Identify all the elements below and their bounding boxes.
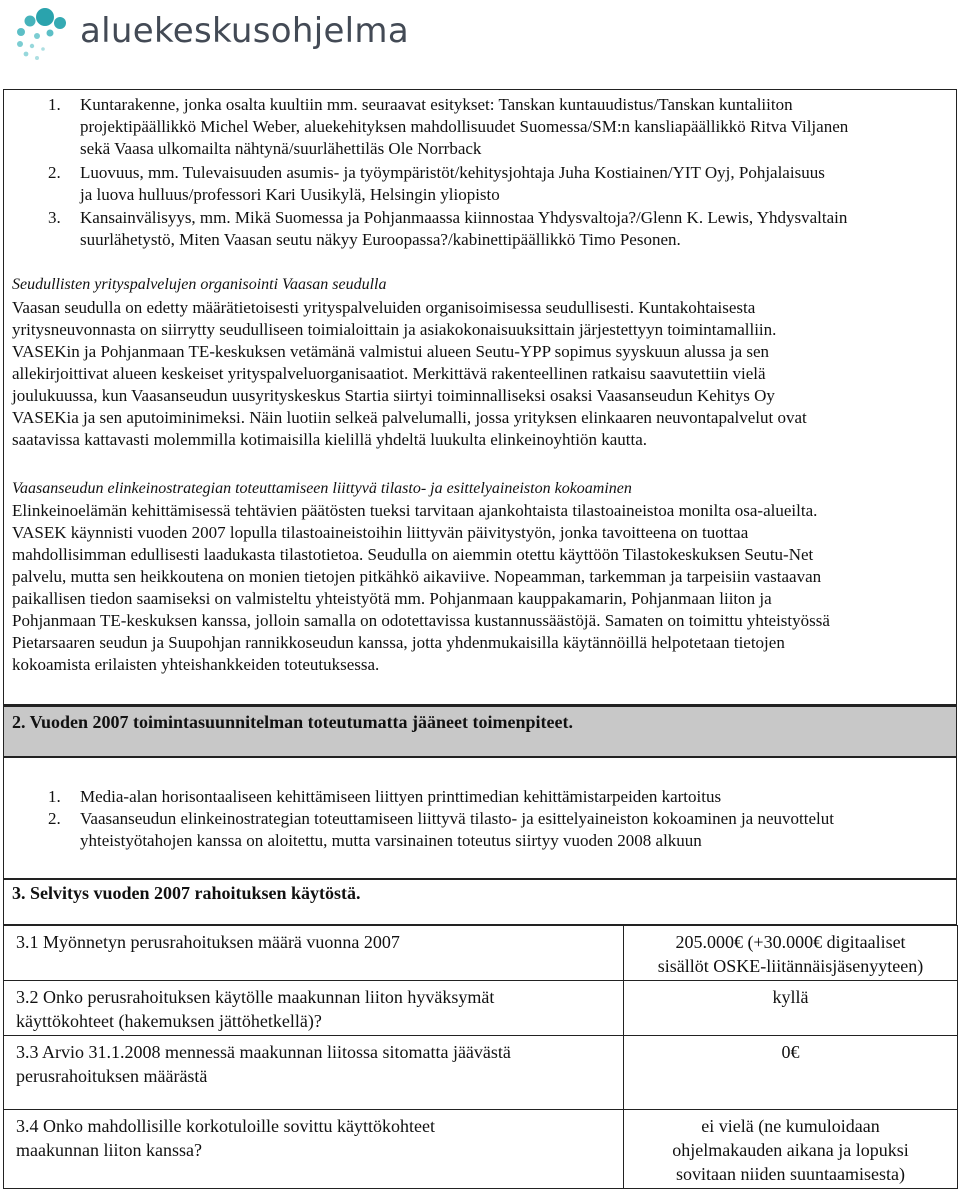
paragraph-yrityspalvelut: Vaasan seudulla on edetty määrätietoisesti yrityspalveluiden organisoimisessa seudullisesti. Kuntakohtaisesta yritysneuvonnasta on siirrytty seudulliseen toimialoittain ja asiakokonaisuuksittain järjestettyyn toimintamalliin. VASEKin ja Pohjanmaan TE-keskuksen vetämänä valmistui alueen Seutu-YPP sopimus syyskuun alussa ja sen allekirjoittivat alueen keskeiset yrityspalveluorganisaatiot. Merkittävä rakenteellinen ratkaisu saavutettiin vielä joulukuussa, kun Vaasanseudun uusyrityskeskus Startia siirtyi toiminnalliseksi osaksi Vaasanseudun Kehitys Oy VASEKia ja sen aputoiminimeksi. Näin luotiin selkeä palvelumalli, jossa yrityksen elinkaaren neuvontapalvelut ovat saatavissa kattavasti molemmilla kotimaisilla kielillä yhdeltä luukulta elinkeinoyhtiön kautta. [12, 298, 807, 449]
logo-text: aluekeskusohjelma [80, 11, 409, 51]
section-2-list-box [3, 757, 957, 879]
list-item: Luovuus, mm. Tulevaisuuden asumis- ja työympäristöt/kehitysjohtaja Juha Kostiainen/YIT Oyj, Pohjalaisuus ja luova hulluus/professori Kari Uusikylä, Helsingin yliopisto [80, 163, 825, 204]
section-1-box [3, 89, 957, 705]
list-number: 2. [48, 163, 61, 182]
list-item: Vaasanseudun elinkeinostrategian toteuttamiseen liittyvä tilasto- ja esittelyaineiston kokoaminen ja neuvottelut yhteistyötahojen kanssa on aloitettu, mutta varsinainen toteutus siirtyy vuoden 2008 alkuun [80, 809, 834, 850]
table-row [4, 981, 958, 1036]
question-cell: 3.1 Myönnetyn perusrahoituksen määrä vuonna 2007 [4, 926, 624, 981]
question-cell: 3.4 Onko mahdollisille korkotuloille sovittu käyttökohteet maakunnan liiton kanssa? [4, 1110, 624, 1189]
list-item: Kuntarakenne, jonka osalta kuultiin mm. seuraavat esitykset: Tanskan kuntauudistus/Tanskan kuntaliiton projektipäällikkö Michel Weber, aluekehityksen mahdollisuudet Suomessa/SM:n kansliapäällikkö Ritva Viljanen sekä Vaasa ulkomailta nähtynä/suurlähettiläs Ole Norrback [80, 95, 849, 158]
list-number: 1. [48, 787, 61, 806]
list-number: 1. [48, 95, 61, 114]
table-row [4, 926, 958, 981]
section-3-heading: 3. Selvitys vuoden 2007 rahoituksen käytöstä. [12, 883, 361, 903]
section-3-heading-box [3, 879, 957, 925]
question-cell: 3.3 Arvio 31.1.2008 mennessä maakunnan liitossa sitomatta jäävästä perusrahoituksen määrästä [4, 1036, 624, 1110]
answer-cell: kyllä [624, 981, 958, 1036]
list-number: 2. [48, 809, 61, 828]
table-row [4, 1110, 958, 1189]
list-number: 3. [48, 208, 61, 227]
funding-table [3, 925, 958, 1189]
subheading-tilastoaineisto: Vaasanseudun elinkeinostrategian toteuttamiseen liittyvä tilasto- ja esittelyaineiston kokoaminen [12, 480, 632, 497]
answer-cell: 0€ [624, 1036, 958, 1110]
section-2-heading: 2. Vuoden 2007 toimintasuunnitelman toteutumatta jääneet toimenpiteet. [12, 712, 573, 732]
paragraph-tilastoaineisto: Elinkeinoelämän kehittämisessä tehtävien päätösten tueksi tarvitaan ajankohtaista tilastoaineistoa monilta osa-alueilta. VASEK käynnisti vuoden 2007 lopulla tilastoaineistoihin liittyvän päivitystyön, jonka tavoitteena on tuottaa mahdollisimman edullisesti laadukasta tilastotietoa. Seudulla on aiemmin otettu käyttöön Tilastokeskuksen Seutu-Net palvelu, mutta sen heikkoutena on monien tietojen pitkähkö aikaviive. Nopeamman, tarkemman ja tarpeisiin vastaavan paikallisen tiedon saamiseksi on valmisteltu yhteistyötä mm. Pohjanmaan kauppakamarin, Pohjanmaan liiton ja Pohjanmaan TE-keskuksen kanssa, jolloin samalla on odotettavissa kustannussäästöjä. Samaten on toimittu yhteistyössä Pietarsaaren seudun ja Suupohjan rannikkoseudun kanssa, jotta yhdenmukaisilla käytännöillä helpotetaan tietojen kokoamista erilaisten yhteishankkeiden toteutuksessa. [12, 501, 830, 674]
logo [10, 3, 410, 63]
section-2-heading-box [3, 705, 957, 757]
subheading-yrityspalvelut: Seudullisten yrityspalvelujen organisointi Vaasan seudulla [12, 276, 387, 293]
table-row [4, 1036, 958, 1110]
list-item: Media-alan horisontaaliseen kehittämiseen liittyen printtimedian kehittämistarpeiden kartoitus [80, 787, 722, 806]
question-cell: 3.2 Onko perusrahoituksen käytölle maakunnan liiton hyväksymät käyttökohteet (hakemuksen jättöhetkellä)? [4, 981, 624, 1036]
answer-cell: 205.000€ (+30.000€ digitaaliset sisällöt OSKE-liitännäisjäsenyyteen) [624, 926, 958, 981]
list-item: Kansainvälisyys, mm. Mikä Suomessa ja Pohjanmaassa kiinnostaa Yhdysvaltoja?/Glenn K. Lewis, Yhdysvaltain suurlähetystö, Miten Vaasan seutu näkyy Euroopassa?/kabinettipäällikkö Timo Pesonen. [80, 208, 848, 249]
logo-dots-icon [10, 3, 72, 63]
answer-cell: ei vielä (ne kumuloidaan ohjelmakauden aikana ja lopuksi sovitaan niiden suuntaamisesta) [624, 1110, 958, 1189]
